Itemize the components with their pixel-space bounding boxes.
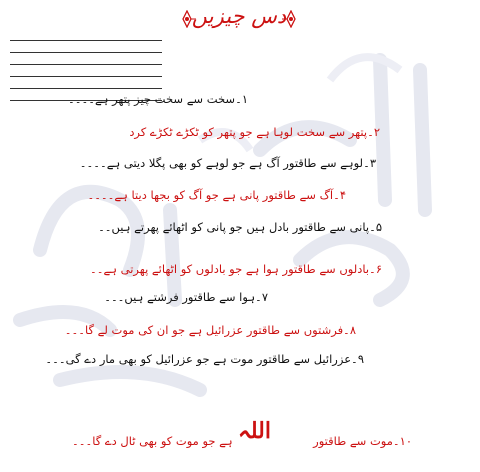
rule-line (10, 52, 162, 53)
saying-line-3 (80, 156, 376, 170)
saying-line-8 (65, 323, 356, 337)
rule-line (10, 64, 162, 65)
title-ornament-right-icon (282, 10, 300, 28)
saying-line-5 (98, 220, 382, 234)
saying-trailing-dots: ۔۔ (98, 220, 112, 234)
rule-line (10, 40, 162, 41)
saying-line-6 (90, 262, 382, 276)
saying-line-4 (87, 188, 346, 202)
title-banner (176, 2, 302, 36)
saying-text: ۳۔لوہے سے طاقتور آگ ہے جو لوہے کو بھی پگلا دیتی ہے (106, 156, 376, 170)
saying-trailing-dots: ۔۔ (90, 262, 104, 276)
saying-text: ۵۔پانی سے طاقتور بادل ہیں جو پانی کو اٹھائے پھرتے ہیں (111, 220, 382, 234)
rule-line (10, 88, 162, 89)
saying-line-2 (129, 125, 380, 139)
saying-line-1 (68, 92, 248, 106)
saying-trailing-dots: ۔۔۔۔ (87, 188, 115, 202)
footer-right-text: ۱۰۔موت سے طاقتور (313, 434, 412, 448)
allah-calligraphy: اللہ (238, 418, 271, 444)
saying-text: ۴۔آگ سے طاقتور پانی ہے جو آگ کو بجھا دیتا ہے (114, 188, 346, 202)
footer-left-text: ہے جو موت کو بھی ٹال دے گا۔۔۔ (72, 434, 233, 448)
page-title: دس چیزیں (191, 4, 287, 28)
saying-trailing-dots: ۔۔۔ (104, 290, 125, 304)
saying-text: ۲۔پتھر سے سخت لوہا ہے جو پتھر کو ٹکڑے ٹکڑے کرد (129, 125, 380, 139)
saying-text: ۱۔سخت سے سخت چیز پتھر ہے (95, 92, 248, 106)
saying-text: ۷۔ہوا سے طاقتور فرشتے ہیں (124, 290, 268, 304)
saying-trailing-dots: ۔۔۔ (64, 323, 85, 337)
saying-line-9 (45, 352, 364, 366)
saying-trailing-dots: ۔۔۔۔ (68, 92, 95, 106)
saying-line-7 (104, 290, 268, 304)
footer-line (72, 418, 412, 458)
saying-text: ۸۔فرشتوں سے طاقتور عزرائیل ہے جو ان کی موت لے گا (84, 323, 356, 337)
saying-trailing-dots: ۔۔۔۔ (79, 156, 107, 170)
saying-text: ۶۔بادلوں سے طاقتور ہوا ہے جو بادلوں کو اٹھائے پھرتی ہے (103, 262, 382, 276)
rule-line (10, 76, 162, 77)
saying-trailing-dots: ۔۔۔ (45, 352, 66, 366)
saying-text: ۹۔عزرائیل سے طاقتور موت ہے جو عزرائیل کو بھی مار دے گی (65, 352, 364, 366)
